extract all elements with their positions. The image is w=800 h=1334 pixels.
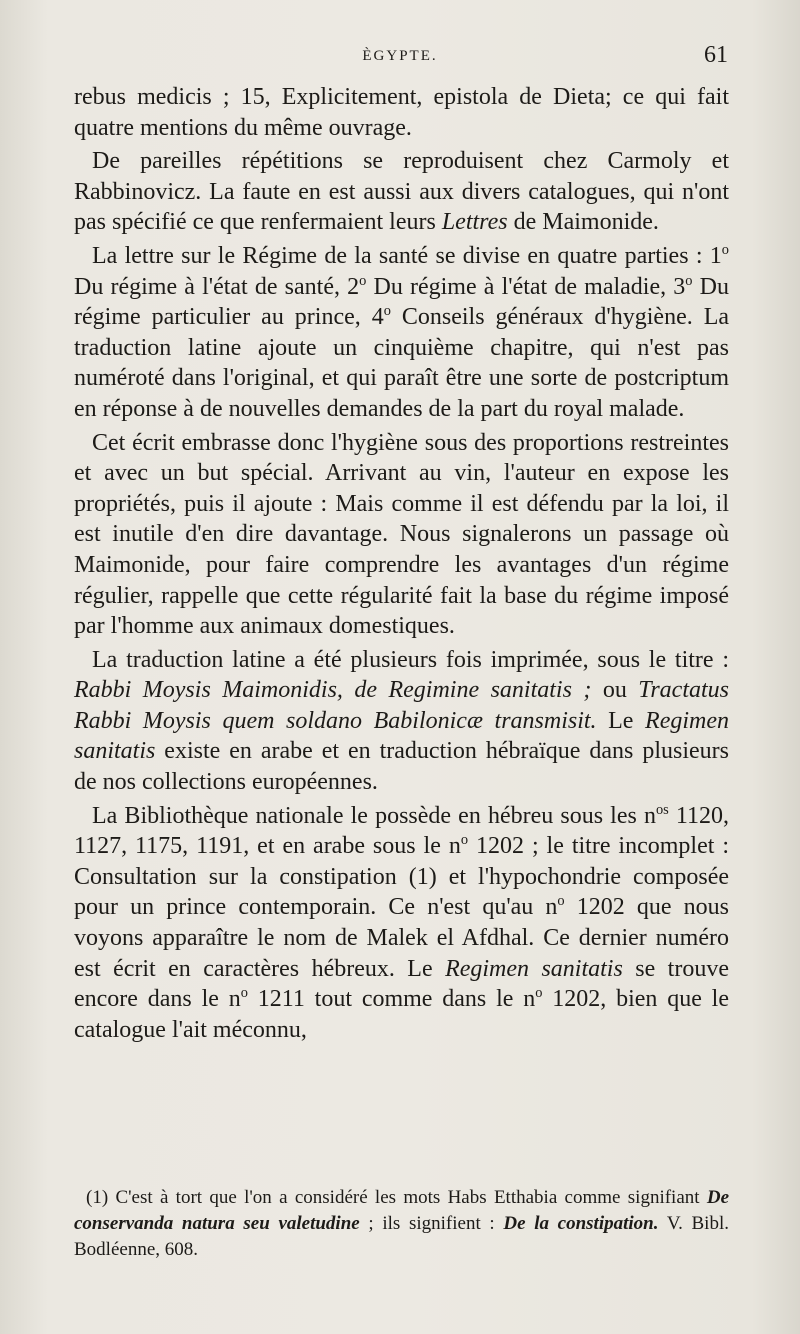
text-run: (1) C'est à tort que l'on a considéré les mots Habs Etthabia comme signifiant bbox=[86, 1187, 707, 1208]
numero-superscript: o bbox=[535, 985, 543, 1002]
text-run: Du régime particulier au prince, 4 bbox=[74, 273, 729, 331]
paragraph-5 bbox=[74, 645, 729, 798]
text-run: 1202 ; le titre incomplet : Consultation sur la constipation (1) et l'hypochondrie composée pour un prince contemporain. Ce n'est qu'au n bbox=[74, 833, 730, 921]
page-number: 61 bbox=[704, 42, 728, 68]
ordinal-superscript: o bbox=[383, 303, 391, 320]
text-run: La lettre sur le Régime de la santé se divise en quatre parties : 1 bbox=[92, 242, 722, 269]
ordinal-superscript: o bbox=[359, 272, 367, 289]
text-run: 1120, 1127, 1175, 1191, et en arabe sous le n bbox=[74, 802, 729, 860]
paragraph-1 bbox=[74, 82, 729, 143]
italic-title: Tractatus Rabbi Moysis quem soldano Babilonicæ transmisit. bbox=[74, 677, 729, 734]
running-title: ÈGYPTE. bbox=[362, 48, 438, 64]
main-text bbox=[74, 82, 729, 1045]
text-run: de Maimonide. bbox=[507, 209, 659, 236]
text-run: ou bbox=[591, 677, 639, 704]
text-run: De pareilles répétitions se reproduisent chez Carmoly et Rabbinovicz. La faute en est aussi aux divers catalogues, qui n'ont pas spécifié ce que renfermaient leurs bbox=[74, 148, 729, 236]
text-run: La Bibliothèque nationale le possède en hébreu sous les n bbox=[92, 802, 656, 829]
text-run: se trouve encore dans le n bbox=[74, 955, 729, 1013]
italic-title: Regimen sanitatis bbox=[445, 955, 623, 982]
text-run: Du régime à l'état de santé, 2 bbox=[74, 273, 360, 300]
paragraph-4 bbox=[74, 428, 729, 642]
numero-superscript: os bbox=[655, 801, 669, 818]
text-run: 1202, bien que le catalogue l'ait méconnu, bbox=[74, 986, 729, 1043]
italic-title: De la constipation. bbox=[503, 1213, 659, 1234]
text-run: V. Bibl. Bodléenne, 608. bbox=[74, 1213, 729, 1260]
text-run: 1211 tout comme dans le n bbox=[247, 986, 536, 1013]
footnote bbox=[74, 1185, 729, 1263]
paragraph-3 bbox=[74, 241, 729, 425]
paragraph-2 bbox=[74, 146, 729, 238]
italic-title: De conservanda natura seu valetudine bbox=[74, 1187, 729, 1234]
paragraph-4-text: Cet écrit embrasse donc l'hygiène sous des proportions restreintes et avec un but spécial. Arrivant au vin, l'auteur en expose les propriétés, puis il ajoute : Mais comme il est défendu par la loi, il est inutile d'en dire davantage. Nous signalerons un passage où Maimonide, pour faire comprendre les avantages d'un régime régulier, rappelle que cette régularité fait la base du régime imposé par l'homme aux animaux domestiques. bbox=[74, 429, 729, 640]
numero-superscript: o bbox=[460, 832, 469, 849]
text-run: existe en arabe et en traduction hébraïque dans plusieurs de nos collections européennes. bbox=[74, 738, 729, 796]
numero-superscript: o bbox=[240, 985, 248, 1002]
text-run: 1202 que nous voyons apparaître le nom de Malek el Afdhal. Ce dernier numéro est écrit en caractères hébreux. Le bbox=[74, 894, 729, 982]
text-run: Conseils généraux d'hygiène. La traduction latine ajoute un cinquième chapitre, qui n'est pas numéroté dans l'original, et qui paraît être une sorte de postcriptum en réponse à de nouvelles demandes de la part du royal malade. bbox=[74, 304, 729, 422]
text-run: Du régime à l'état de maladie, 3 bbox=[366, 273, 686, 300]
italic-title: Regimen sanitatis bbox=[74, 707, 729, 765]
text-run: La traduction latine a été plusieurs fois imprimée, sous le titre : bbox=[92, 646, 729, 673]
italic-title: Lettres bbox=[441, 209, 508, 236]
italic-title: Rabbi Moysis Maimonidis, de Regimine sanitatis ; bbox=[74, 677, 592, 704]
ordinal-superscript: o bbox=[721, 241, 729, 258]
footnote-text bbox=[74, 1185, 729, 1263]
text-run: ; ils signifient : bbox=[359, 1213, 504, 1234]
running-header bbox=[0, 40, 800, 80]
paragraph-6 bbox=[74, 801, 729, 1046]
ordinal-superscript: o bbox=[685, 272, 693, 289]
numero-superscript: o bbox=[557, 893, 565, 910]
text-run: Le bbox=[596, 707, 646, 734]
paragraph-1-text: rebus medicis ; 15, Explicitement, epistola de Dieta; ce qui fait quatre mentions du même ouvrage. bbox=[74, 84, 729, 141]
